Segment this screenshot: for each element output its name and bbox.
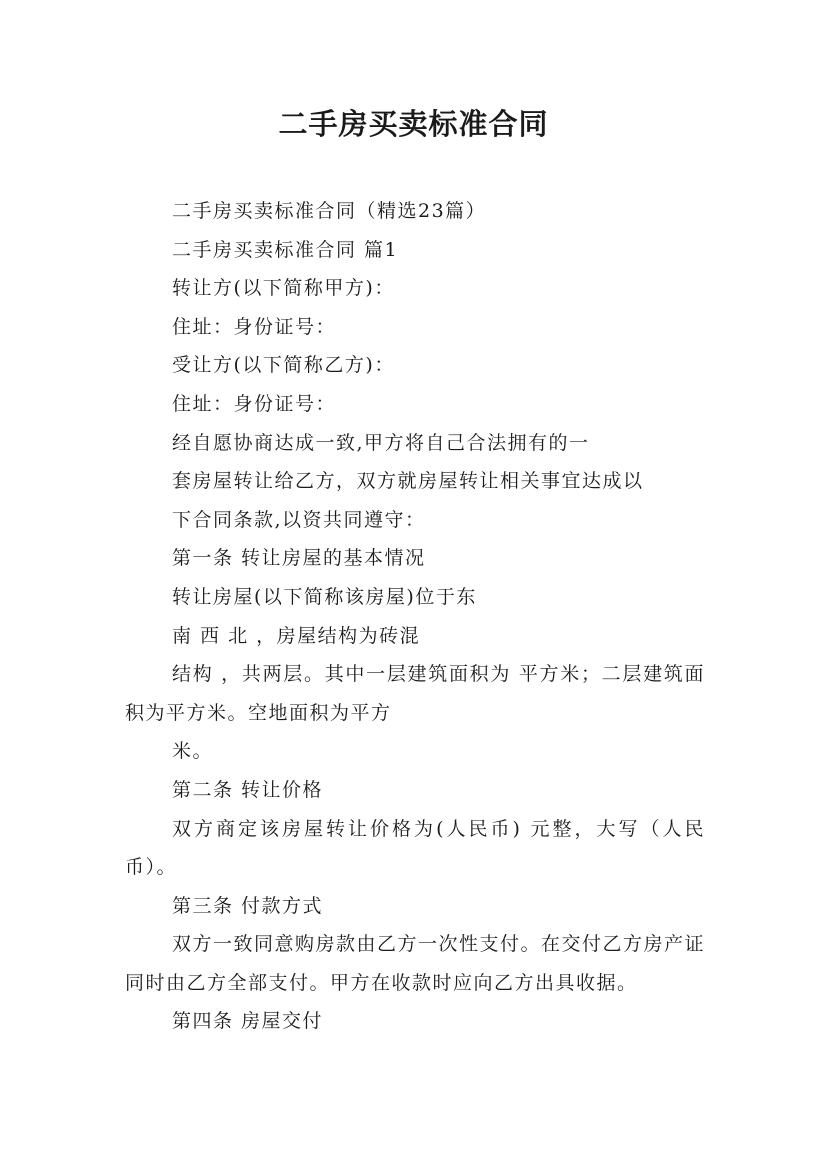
text-line-section-title: 二手房买卖标准合同 篇1 (172, 238, 399, 261)
article-4-heading: 第四条 房屋交付 (172, 1010, 324, 1033)
document-title: 二手房买卖标准合同 (278, 107, 549, 141)
text-line-agreement-3: 下合同条款,以资共同遵守： (172, 508, 426, 531)
text-paragraph-payment: 双方一致同意购房款由乙方一次性支付。在交付乙方房产证同时由乙方全部支付。甲方在收款时应向乙方出具收据。 (125, 933, 706, 994)
text-line-transferor-address: 住址：身份证号： (172, 315, 337, 338)
text-line-agreement-1: 经自愿协商达成一致,甲方将自己合法拥有的一 (172, 431, 590, 454)
text-line-directions: 南 西 北 ，房屋结构为砖混 (172, 624, 421, 647)
text-line-transferee-address: 住址：身份证号： (172, 392, 337, 415)
document-body (125, 192, 705, 1041)
text-line-transferor: 转让方(以下简称甲方)： (172, 277, 395, 300)
text-line-location: 转让房屋(以下简称该房屋)位于东 (172, 585, 477, 608)
text-paragraph-area: 结构 ，共两层。其中一层建筑面积为 平方米；二层建筑面积为平方米。空地面积为平方 (125, 663, 705, 724)
article-3-heading: 第三条 付款方式 (172, 894, 324, 917)
text-line-transferee: 受让方(以下简称乙方)： (172, 354, 395, 377)
text-line-area-end: 米。 (172, 740, 214, 763)
text-line-agreement-2: 套房屋转让给乙方，双方就房屋转让相关事宜达成以 (172, 470, 644, 493)
article-2-heading: 第二条 转让价格 (172, 778, 324, 801)
text-line-subtitle: 二手房买卖标准合同（精选23篇） (172, 200, 487, 222)
text-paragraph-price: 双方商定该房屋转让价格为(人民币) 元整，大写（人民币）。 (125, 817, 705, 879)
article-1-heading: 第一条 转让房屋的基本情况 (172, 547, 426, 570)
